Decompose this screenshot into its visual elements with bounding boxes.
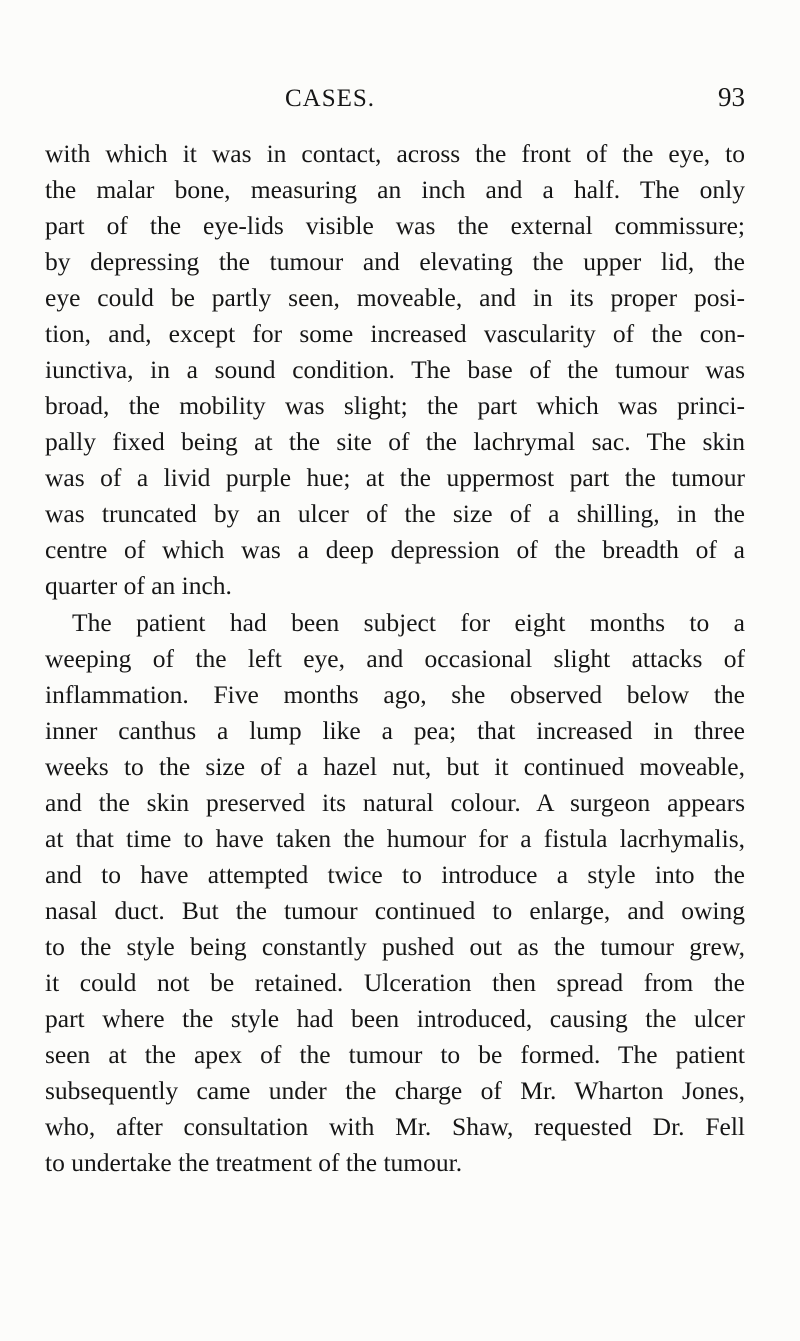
text-line: who, after consultation with Mr. Shaw, requested Dr. Fell bbox=[45, 1112, 745, 1141]
text-line: part of the eye-lids visible was the external commissure; bbox=[45, 211, 745, 240]
text-line: and to have attempted twice to introduce a style into the bbox=[45, 860, 745, 889]
text-line: tion, and, except for some increased vascularity of the con- bbox=[45, 319, 745, 348]
text-line: part where the style had been introduced, causing the ulcer bbox=[45, 1004, 745, 1033]
text-line: weeks to the size of a hazel nut, but it continued moveable, bbox=[45, 752, 745, 781]
text-line: to the style being constantly pushed out as the tumour grew, bbox=[45, 932, 745, 961]
text-line: was truncated by an ulcer of the size of a shilling, in the bbox=[45, 499, 745, 528]
text-line: with which it was in contact, across the front of the eye, to bbox=[45, 139, 745, 168]
text-line: weeping of the left eye, and occasional slight attacks of bbox=[45, 644, 745, 673]
text-line: it could not be retained. Ulceration then spread from the bbox=[45, 968, 745, 997]
text-line: broad, the mobility was slight; the part which was princi- bbox=[45, 391, 745, 420]
paragraph-first-line: The patient had been subject for eight months to a bbox=[72, 608, 745, 637]
text-line: to undertake the treatment of the tumour. bbox=[45, 1148, 463, 1177]
text-line: subsequently came under the charge of Mr. Wharton Jones, bbox=[45, 1076, 745, 1105]
text-line: and the skin preserved its natural colour. A surgeon appears bbox=[45, 788, 745, 817]
text-line: inner canthus a lump like a pea; that increased in three bbox=[45, 716, 745, 745]
text-line: inflammation. Five months ago, she observed below the bbox=[45, 680, 745, 709]
text-line: the malar bone, measuring an inch and a half. The only bbox=[45, 175, 745, 204]
text-line: by depressing the tumour and elevating the upper lid, the bbox=[45, 247, 745, 276]
text-line: pally fixed being at the site of the lachrymal sac. The skin bbox=[45, 427, 745, 456]
page-number: 93 bbox=[718, 82, 745, 112]
text-line: iunctiva, in a sound condition. The base of the tumour was bbox=[45, 355, 745, 384]
text-line: nasal duct. But the tumour continued to enlarge, and owing bbox=[45, 896, 745, 925]
running-head: CASES. bbox=[285, 85, 376, 112]
text-line: quarter of an inch. bbox=[45, 571, 232, 600]
text-line: eye could be partly seen, moveable, and in its proper posi- bbox=[45, 283, 745, 312]
text-line: seen at the apex of the tumour to be formed. The patient bbox=[45, 1040, 745, 1069]
text-line: centre of which was a deep depression of the breadth of a bbox=[45, 535, 745, 564]
text-line: was of a livid purple hue; at the uppermost part the tumour bbox=[45, 463, 745, 492]
text-line: at that time to have taken the humour for a fistula lacrhymalis, bbox=[45, 824, 745, 853]
